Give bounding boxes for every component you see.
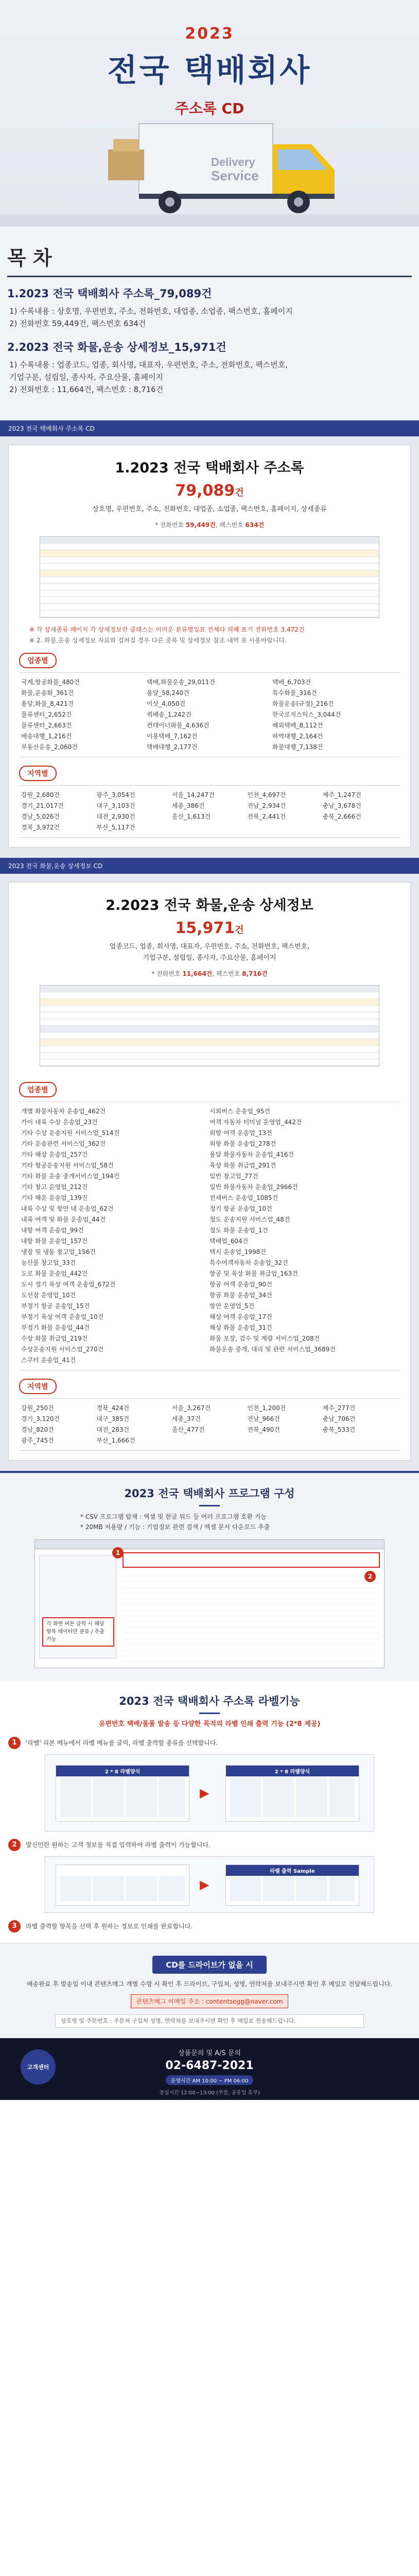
db2-industry-item: 해상 여객 운송업_17건: [210, 1313, 272, 1320]
toc-section-1-title: 1.2023 전국 택배회사 주소록_79,089건: [7, 287, 212, 300]
db1-region-item: [247, 822, 322, 833]
cd-email[interactable]: 콘텐츠메그 이메일 주소 : contentsegg@naver.com: [131, 1994, 289, 2008]
db2-industry-item: 부정기 화물 운송업_44건: [21, 1324, 90, 1331]
toc-section-2: [7, 339, 412, 396]
program-highlight-box: [123, 1552, 380, 1568]
label-panel-1: [45, 1754, 374, 1832]
label-panel-2: [45, 1856, 374, 1913]
db1-industry-item: 하역대행_2,164건: [272, 733, 323, 740]
db2-industry-item: 기타 운송관련 서비스업_362건: [21, 1140, 106, 1147]
footer-phone[interactable]: 02-6487-2021: [165, 2059, 254, 2072]
db1-section: [0, 436, 419, 858]
db2-industry-item: 내항 여객 운송업_99건: [21, 1227, 84, 1234]
footer-center: 상품문의 및 A/S 문의: [178, 2049, 241, 2057]
db1-card: [8, 445, 411, 848]
db1-note-mid: , 팩스번호: [215, 521, 246, 529]
db2-industry-grid: [19, 1101, 400, 1370]
db2-pill-industry: 업종별: [19, 1082, 57, 1097]
hero-title: 전국 택배회사: [107, 53, 312, 89]
db2-note-pre: * 전화번호: [151, 970, 183, 977]
db2-industry-item: 해상 화물 운송업_31건: [210, 1324, 272, 1331]
db2-industry-item: 화물운송 중개, 대리 및 관련 서비스업_3689건: [210, 1346, 336, 1353]
db2-count-unit: 건: [235, 925, 244, 936]
db2-industry-item: 외항 여객 운송업_13건: [210, 1129, 272, 1137]
db1-count-unit: 건: [235, 487, 244, 498]
db2-industry-item: 내륙 여객 및 화물 운송업_44건: [21, 1216, 106, 1223]
db2-industry-item: 부정기 육상 여객 운송업_10건: [21, 1313, 104, 1320]
db1-fields: 상호명, 우편번호, 주소, 전화번호, 대업종, 소업종, 팩스번호, 홈페이지, 상세종류: [92, 505, 327, 513]
db1-note-pre: * 전화번호: [154, 521, 186, 529]
db2-title: 2.2023 전국 화물,운송 상세정보: [106, 897, 313, 913]
db2-region-item: 충남_706건: [322, 1415, 356, 1422]
toc-section-1-line: 1) 수록내용 : 상호명, 우편번호, 주소, 전화번호, 대업종, 소업종, 팩스번호, 홈페이지: [9, 307, 293, 316]
db2-industry-item: 택시 운송업_1998건: [210, 1248, 266, 1256]
program-table: [123, 1571, 379, 1663]
db1-industry-item: 부동산운송_2,060건: [21, 743, 78, 751]
program-toolbar: [35, 1540, 384, 1549]
db2-region-item: 인천_1,200건: [247, 1404, 286, 1412]
db1-region-item: 제주_1,247건: [322, 791, 361, 799]
db2-card: [8, 882, 411, 1461]
db1-industry-item: 택배_6,703건: [272, 679, 311, 686]
db1-industry-item: 용달,화물_8,421건: [21, 700, 74, 707]
label-sender-form: [56, 1865, 189, 1906]
db2-industry-item: 일반 창고업_77건: [210, 1173, 258, 1180]
db1-region-grid: [19, 785, 400, 838]
db2-industry-item: 기타 수상 운송지원 서비스업_514건: [21, 1129, 120, 1137]
db1-count-value: 79,089: [175, 482, 235, 500]
db2-industry-item: 특수여객자동차 운송업_32건: [210, 1259, 288, 1266]
label-intro-1: 유편번호 택배/물품 발송 등 다양한 목적의 라벨 인쇄 출력 기능 (2*8 제공): [98, 1720, 321, 1728]
db1-industry-item: 물류센터_2,652건: [21, 711, 72, 718]
truck-text-1: Delivery: [211, 156, 255, 168]
db2-industry-item: 전세버스 운송업_1085건: [210, 1194, 278, 1201]
db1-industry-item: 화물대행_7,138건: [272, 743, 323, 751]
program-callout: 각 화면 버튼 클릭 시 해당 항목 데이터만 분류 / 추출 가능: [42, 1617, 114, 1647]
footer-logo: 고객센터: [21, 2049, 56, 2084]
db1-industry-item: 용달_58,240건: [147, 689, 189, 697]
db1-industry-item: 화물,운송화_361건: [21, 689, 74, 697]
db2-region-item: 경기_3,120건: [21, 1415, 60, 1422]
db2-note-phone: 11,664건: [182, 970, 213, 977]
label-result-title: 라벨 출력 Sample: [226, 1865, 359, 1876]
db2-industry-item: 용달 화물자동차 운송업_416건: [210, 1151, 294, 1158]
db1-note-phone: 59,449건: [185, 521, 216, 529]
toc-section-1-line: 2) 전화번호 59,449건, 팩스번호 634건: [9, 319, 146, 328]
truck-text-2: Service: [211, 168, 259, 183]
toc-section-2-line: 1) 수록내용 : 업종코드, 업종, 회사명, 대표자, 우편번호, 주소, 전화번호, 팩스번호,: [9, 360, 288, 369]
program-badge-2: 2: [364, 1571, 376, 1582]
label-template-1-title: 2 * 8 라벨양식: [56, 1766, 189, 1776]
db2-industry-item: 부정기 항공 운송업_15건: [21, 1302, 90, 1310]
footer: [0, 2038, 419, 2100]
db1-region-item: 울산_1,613건: [171, 813, 211, 820]
db1-region-item: 충북_2,666건: [322, 813, 361, 820]
program-screenshot: [34, 1539, 385, 1668]
label-step-1: 1 '라벨' 리본 메뉴에서 라벨 메뉴를 클릭, 라벨 출력할 종류를 선택합니다.: [8, 1737, 411, 1749]
hero-banner: [0, 0, 419, 227]
db1-industry-item: 택배,화물운송_29,011건: [147, 679, 215, 686]
road: [0, 214, 419, 227]
db2-industry-item: 외항 화물 운송업_278건: [210, 1140, 276, 1147]
db1-label-bar: 2023 전국 택배회사 주소록 CD: [0, 420, 419, 436]
db2-industry-item: 항공 여객 운송업_90건: [210, 1281, 272, 1288]
db1-industry-item: 화물운송(규정)_216건: [272, 700, 334, 707]
label-step-3-text: 라벨 출력할 항목을 선택 후 원하는 정보로 인쇄를 완료합니다.: [26, 1923, 193, 1930]
table-of-contents: [0, 227, 419, 420]
db1-industry-item: 물류센터_2,663건: [21, 722, 72, 729]
db2-industry-item: 정기 항공 운송업_10건: [210, 1205, 272, 1212]
db2-industry-item: 여객 자동차 터미널 운영업_442건: [210, 1118, 302, 1126]
db1-pill-region: 지역별: [19, 766, 57, 781]
db1-sample-sheet: [40, 536, 379, 618]
db2-region-item: 세종_37건: [171, 1415, 201, 1422]
db1-note-fax: 634건: [245, 521, 265, 529]
db2-industry-item: 냉장 및 냉동 창고업_156건: [21, 1248, 96, 1256]
db1-region-item: [172, 822, 247, 833]
db2-industry-item: [210, 1355, 398, 1366]
label-template-1: [56, 1765, 189, 1822]
db2-industry-item: 철도 운송지원 서비스업_48건: [210, 1216, 290, 1223]
db2-industry-item: 도선장 운영업_10건: [21, 1292, 76, 1299]
db2-region-grid: [19, 1398, 400, 1451]
db1-region-item: [323, 822, 398, 833]
db2-count: [19, 919, 400, 937]
db1-region-item: 대구_3,103건: [96, 802, 135, 809]
db2-industry-item: 항공 화물 운송업_34건: [210, 1292, 272, 1299]
db2-industry-item: 기타 해상 운송업_257건: [21, 1151, 88, 1158]
toc-section-2-line: 기업구분, 설립일, 종사자, 주요산물, 홈페이지: [9, 372, 163, 382]
label-result: [225, 1865, 359, 1906]
label-step-3: 3 라벨 출력할 항목을 선택 후 원하는 정보로 인쇄를 완료합니다.: [8, 1920, 411, 1933]
db1-pill-industry: 업종별: [19, 653, 57, 668]
db2-label-bar: 2023 전국 화물,운송 상세정보 CD: [0, 858, 419, 874]
db1-region-item: 경북_3,972건: [21, 824, 60, 831]
db2-region-item: 서울_3,267건: [171, 1404, 211, 1412]
db2-industry-item: 도시 정기 육상 여객 운송업_672건: [21, 1281, 116, 1288]
db1-industry-item: 특수화물_316건: [272, 689, 317, 697]
db1-region-item: 서울_14,247건: [171, 791, 215, 799]
db1-industry-item: 택배대행_2,177건: [147, 743, 198, 751]
db2-industry-item: 철도 화물 운송업_1건: [210, 1227, 269, 1234]
label-template-2-title: 2 * 8 라벨양식: [226, 1766, 359, 1776]
toc-section-1: [7, 285, 412, 330]
label-template-2: [225, 1765, 359, 1822]
db2-industry-item: 가이 내륙 수상 운송업_23건: [21, 1118, 98, 1126]
db1-industry-item: 해외택배_8,112건: [272, 722, 323, 729]
db1-industry-grid: [19, 672, 400, 757]
db2-industry-item: 시외버스 운송업_95건: [210, 1108, 270, 1115]
db2-industry-item: 기타 창고 운영업_212건: [21, 1183, 88, 1191]
db2-industry-item: 농산물 창고업_33건: [21, 1259, 76, 1266]
db2-industry-item: 기타 화물 운송 중개서비스업_194건: [21, 1173, 120, 1180]
toc-section-2-title: 2.2023 전국 화물,운송 상세정보_15,971건: [7, 341, 226, 353]
db1-count: [19, 482, 400, 500]
db2-fields: 업종코드, 업종, 회사명, 대표자, 우편번호, 주소, 전화번호, 팩스번호, 기업구분, 설립일, 종사자, 주요산물, 홈페이지: [109, 943, 310, 962]
db2-note: [19, 969, 400, 978]
db2-region-item: [323, 1435, 398, 1446]
db2-industry-item: 도로 화물 운송업_442건: [21, 1270, 88, 1277]
db2-count-value: 15,971: [175, 919, 235, 937]
db2-pill-region: 지역별: [19, 1379, 57, 1394]
hero-subtitle: 주소록 CD: [174, 100, 245, 117]
label-intro: [8, 1719, 411, 1730]
db1-region-item: 인천_4,697건: [247, 791, 286, 799]
db1-region-item: 충남_3,678건: [322, 802, 361, 809]
db1-region-item: 경기_21,017건: [21, 802, 64, 809]
db2-region-item: 대구_385건: [96, 1415, 130, 1422]
db1-industry-item: 컨테이너화물_4,636건: [147, 722, 210, 729]
db2-industry-item: 수상 화물 취급업_219건: [21, 1335, 88, 1342]
db2-note-fax: 8,716건: [242, 970, 268, 977]
db2-industry-item: 항만 운영업_5건: [210, 1302, 255, 1310]
footer-small: 점심시간 12:00~13:00 (주말, 공휴일 휴무): [159, 2090, 260, 2096]
program-section: [0, 1471, 419, 1681]
db1-region-item: 전남_2,934건: [247, 802, 286, 809]
db1-note: [19, 520, 400, 529]
db1-industry-item: 이삿_4,050건: [147, 700, 186, 707]
db2-region-item: 경남_820건: [21, 1426, 54, 1433]
db1-region-item: 강원_2,680건: [21, 791, 60, 799]
db2-region-item: 충북_533건: [322, 1426, 356, 1433]
db2-industry-item: 기타 항공운송지원 서비스업_58건: [21, 1162, 114, 1169]
db2-industry-item: 화물 포장, 검수 및 계량 서비스업_208건: [210, 1335, 320, 1342]
db2-section: [0, 874, 419, 1471]
db2-industry-item: 수상운송지원 서비스업_270건: [21, 1346, 104, 1353]
arrow-right-icon: ▶: [200, 1877, 210, 1892]
program-badge-1: 1: [112, 1547, 124, 1558]
db2-sample-sheet: [40, 985, 379, 1066]
program-bullet: * 20MB 저용량 / 기능 : 기업정보 관련 검색 / 엑셀 문서 다운로드 추출: [80, 1523, 270, 1531]
db2-industry-item: 개별 화물자동차 운송업_462건: [21, 1108, 106, 1115]
db1-region-item: 전북_2,441건: [247, 813, 286, 820]
delivery-truck-icon: [108, 118, 350, 216]
db1-region-item: 부산_5,117건: [96, 824, 135, 831]
db2-region-item: [247, 1435, 322, 1446]
toc-heading: 목 차: [7, 242, 412, 277]
db2-industry-item: 기타 해운 운송업_139건: [21, 1194, 88, 1201]
db2-region-item: 제주_277건: [322, 1404, 356, 1412]
program-title: 2023 전국 택배회사 프로그램 구성: [8, 1485, 411, 1506]
footer-hours: 운영시간 AM 10:00 ~ PM 06:00: [166, 2075, 254, 2085]
db2-region-item: 경북_424건: [96, 1404, 130, 1412]
db2-region-item: 강원_250건: [21, 1404, 54, 1412]
db2-region-item: 전남_966건: [247, 1415, 280, 1422]
db2-industry-item: 스쿠터 운송업_41건: [21, 1357, 76, 1364]
label-step-2: 2 발신인란 원하는 고객 정보를 직접 입력하여 라벨 출력이 가능합니다.: [8, 1839, 411, 1851]
db2-region-item: 울산_477건: [171, 1426, 205, 1433]
cd-section: [0, 1943, 419, 2038]
db1-region-item: 대전_2,930건: [96, 813, 135, 820]
db1-industry-item: 한국로지스틱스_3,044건: [272, 711, 341, 718]
db2-region-item: 부산_1,666건: [96, 1437, 135, 1444]
db1-region-item: 경남_5,026건: [21, 813, 60, 820]
db2-industry-item: 일반 화물자동차 운송업_2966건: [210, 1183, 298, 1191]
db2-region-item: 광주_745건: [21, 1437, 54, 1444]
db1-industry-item: 국제,항공화물_480건: [21, 679, 80, 686]
cd-info-bar: 상호명 및 주문번호 : 주문처 구입처 성명, 연락처를 보내주시면 확인 후 메일로 전송해드립니다.: [55, 2014, 364, 2028]
db2-industry-item: 항공 및 육상 화물 취급업_163건: [210, 1270, 298, 1277]
label-title: 2023 전국 택배회사 주소록 라벨기능: [8, 1693, 411, 1714]
label-step-2-text: 발신인란 원하는 고객 정보를 직접 입력하여 라벨 출력이 가능합니다.: [26, 1841, 211, 1849]
db1-industry-item: 배송대행_1,216건: [21, 733, 72, 740]
hero-year: 2023: [185, 25, 234, 43]
db1-region-item: 광주_3,054건: [96, 791, 135, 799]
db2-region-item: [172, 1435, 247, 1446]
db2-region-item: 대전_283건: [96, 1426, 130, 1433]
db1-remark-2: ※ 2. 화물,운송 상세정보 자료와 겹쳐질 경우 다른 중복 및 상세정보 참조 내역 표 사용바랍니다.: [29, 637, 287, 644]
db1-industry-item: 이용택배_7,162건: [147, 733, 198, 740]
db1-remark-1: ※ 각 상세종류 페이지 각 상세정보란 클래스는 어려운 분류별일표 전체다 의해 표기 전화번호 3,472건: [29, 626, 305, 633]
db2-industry-item: 내륙 수상 및 항만 내 운송업_62건: [21, 1205, 114, 1212]
cd-heading: CD를 드라이브가 없을 시: [152, 1956, 267, 1974]
db1-industry-item: 퀵배송_1,242건: [147, 711, 191, 718]
db2-industry-item: 내항 화물 운송업_157건: [21, 1238, 88, 1245]
db2-industry-item: 택배업_604건: [210, 1238, 249, 1245]
label-section: [0, 1681, 419, 1943]
cd-text: 배송완료 후 발송일 이내 콘텐츠메그 개별 수령 시 확인 후 드라이브, 구입처, 성명, 연락처를 보내주시면 확인 후 메일로 전달해드립니다.: [27, 1980, 392, 1988]
arrow-right-icon: ▶: [200, 1786, 210, 1800]
db1-title: 1.2023 전국 택배회사 주소록: [115, 460, 304, 476]
db2-note-mid: , 팩스번호: [212, 970, 242, 977]
db1-region-item: 세종_386건: [171, 802, 205, 809]
toc-section-2-line: 2) 전화번호 : 11,664건, 팩스번호 : 8,716건: [9, 385, 164, 394]
label-step-1-text: '라벨' 리본 메뉴에서 라벨 메뉴를 클릭, 라벨 출력할 종류를 선택합니다.: [26, 1739, 218, 1747]
db2-industry-item: 육상 화물 취급업_291건: [210, 1162, 276, 1169]
db2-region-item: 전북_490건: [247, 1426, 280, 1433]
program-bullet: * CSV 프로그램 탑재 : 엑셀 및 한글 워드 등 여러 프로그램 호환 가능: [80, 1513, 267, 1520]
